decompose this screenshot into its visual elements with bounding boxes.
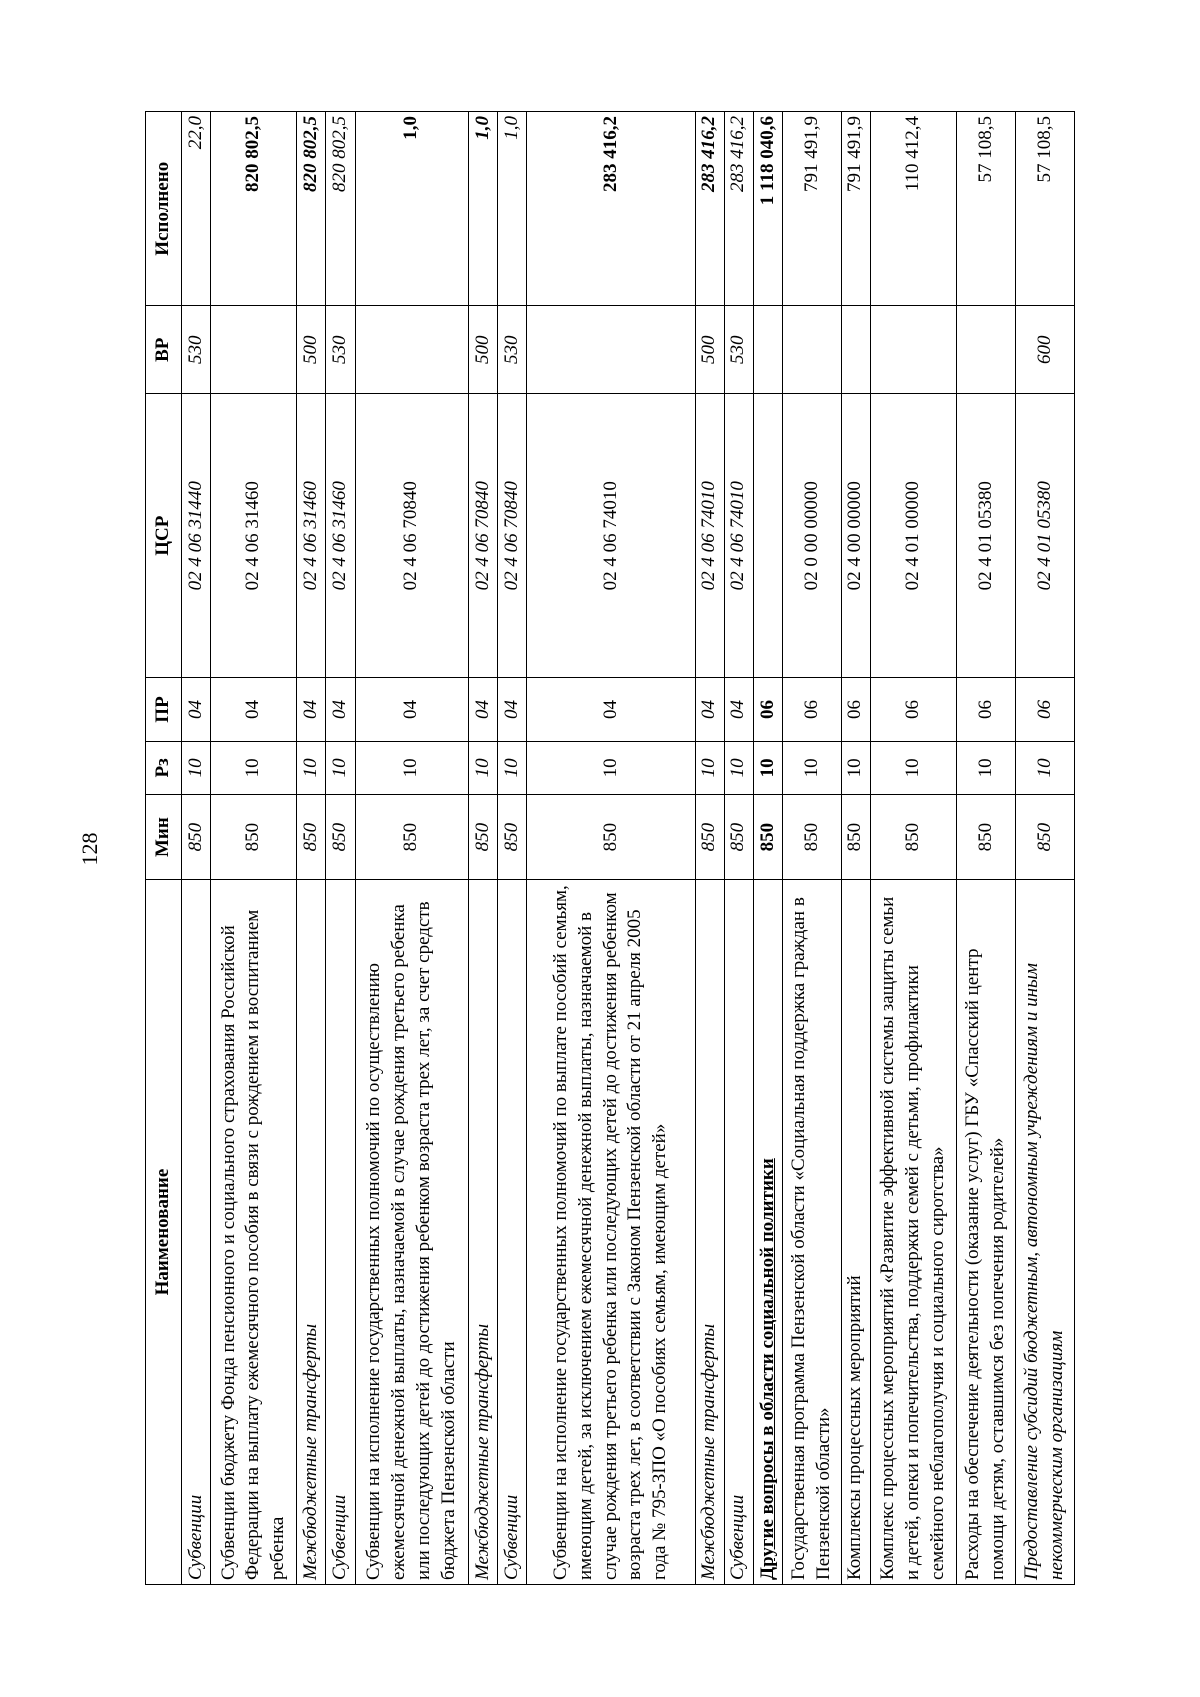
cell-name: Субвенции	[498, 880, 527, 1585]
cell-min: 850	[211, 795, 297, 880]
table-row	[326, 112, 355, 1585]
cell-pr: 06	[753, 678, 782, 741]
table-row	[841, 112, 870, 1585]
cell-rz: 10	[782, 741, 841, 794]
cell-vr	[211, 306, 297, 394]
cell-min: 850	[724, 795, 753, 880]
cell-rz: 10	[1015, 741, 1074, 794]
cell-done: 22,0	[182, 112, 211, 307]
cell-rz: 10	[326, 741, 355, 794]
cell-pr: 04	[527, 678, 695, 741]
cell-csr: 02 4 00 00000	[841, 394, 870, 678]
cell-min: 850	[355, 795, 469, 880]
cell-done: 791 491,9	[782, 112, 841, 307]
cell-csr: 02 4 06 70840	[498, 394, 527, 678]
cell-min: 850	[870, 795, 956, 880]
cell-done: 1,0	[498, 112, 527, 307]
table-row	[527, 112, 695, 1585]
cell-min: 850	[782, 795, 841, 880]
cell-rz: 10	[870, 741, 956, 794]
cell-rz: 10	[469, 741, 498, 794]
cell-csr: 02 4 06 31460	[297, 394, 326, 678]
table-row	[957, 112, 1016, 1585]
cell-rz: 10	[182, 741, 211, 794]
cell-pr: 04	[724, 678, 753, 741]
cell-name: Комплекс процессных мероприятий «Развитие эффективной системы защиты семьи и детей, опеки и попечительства, поддержки семей с детьми, профилактики семейного неблагополучия и социального сиротства»	[870, 880, 956, 1585]
cell-pr: 04	[326, 678, 355, 741]
header-vr: ВР	[146, 306, 182, 394]
cell-pr: 04	[498, 678, 527, 741]
table-row	[355, 112, 469, 1585]
table-row	[753, 112, 782, 1585]
cell-rz: 10	[957, 741, 1016, 794]
cell-vr: 530	[498, 306, 527, 394]
cell-done: 283 416,2	[527, 112, 695, 307]
cell-rz: 10	[297, 741, 326, 794]
cell-done: 791 491,9	[841, 112, 870, 307]
table-row	[695, 112, 724, 1585]
cell-vr: 600	[1015, 306, 1074, 394]
cell-done: 1,0	[469, 112, 498, 307]
cell-rz: 10	[841, 741, 870, 794]
cell-vr	[355, 306, 469, 394]
cell-name: Предоставление субсидий бюджетным, автономным учреждениям и иным некоммерческим организациям	[1015, 880, 1074, 1585]
cell-pr: 04	[211, 678, 297, 741]
cell-done: 110 412,4	[870, 112, 956, 307]
cell-min: 850	[498, 795, 527, 880]
cell-min: 850	[753, 795, 782, 880]
cell-vr: 500	[297, 306, 326, 394]
table-row	[182, 112, 211, 1585]
cell-vr: 530	[182, 306, 211, 394]
header-pr: ПР	[146, 678, 182, 741]
table-row	[211, 112, 297, 1585]
cell-done: 57 108,5	[1015, 112, 1074, 307]
cell-rz: 10	[355, 741, 469, 794]
cell-pr: 04	[182, 678, 211, 741]
cell-csr: 02 4 06 74010	[695, 394, 724, 678]
cell-min: 850	[1015, 795, 1074, 880]
cell-name: Субвенции на исполнение государственных полномочий по выплате пособий семьям, имеющим детей, за исключением ежемесячной денежной выплаты, назначаемой в случае рождения третьего ребенка или последующих детей до достижения ребенком возраста трех лет, в соответствии с Законом Пензенской области от 21 апреля 2005 года № 795-ЗПО «О пособиях семьям, имеющим детей»	[527, 880, 695, 1585]
cell-name: Субвенции	[326, 880, 355, 1585]
cell-name: Субвенции бюджету Фонда пенсионного и социального страхования Российской Федерации на выплату ежемесячного пособия в связи с рождением и воспитанием ребенка	[211, 880, 297, 1585]
cell-csr: 02 4 06 74010	[527, 394, 695, 678]
cell-min: 850	[182, 795, 211, 880]
cell-min: 850	[527, 795, 695, 880]
table-row	[724, 112, 753, 1585]
cell-rz: 10	[211, 741, 297, 794]
cell-name: Субвенции	[724, 880, 753, 1585]
page-number: 128	[77, 832, 102, 866]
header-min: Мин	[146, 795, 182, 880]
cell-done: 820 802,5	[297, 112, 326, 307]
table-row	[870, 112, 956, 1585]
cell-vr: 530	[724, 306, 753, 394]
cell-name: Государственная программа Пензенской области «Социальная поддержка граждан в Пензенской области»	[782, 880, 841, 1585]
cell-done: 1 118 040,6	[753, 112, 782, 307]
cell-csr	[753, 394, 782, 678]
cell-csr: 02 4 01 00000	[870, 394, 956, 678]
cell-name: Межбюджетные трансферты	[695, 880, 724, 1585]
cell-pr: 06	[870, 678, 956, 741]
cell-rz: 10	[527, 741, 695, 794]
cell-name: Другие вопросы в области социальной политики	[753, 880, 782, 1585]
cell-vr	[870, 306, 956, 394]
cell-csr: 02 4 06 70840	[355, 394, 469, 678]
cell-done: 283 416,2	[695, 112, 724, 307]
table-row	[498, 112, 527, 1585]
cell-min: 850	[841, 795, 870, 880]
cell-name: Комплексы процессных мероприятий	[841, 880, 870, 1585]
cell-min: 850	[695, 795, 724, 880]
cell-pr: 04	[297, 678, 326, 741]
cell-csr: 02 4 06 31460	[326, 394, 355, 678]
budget-table	[145, 111, 1075, 1585]
cell-csr: 02 4 06 31440	[182, 394, 211, 678]
cell-done: 283 416,2	[724, 112, 753, 307]
cell-pr: 06	[1015, 678, 1074, 741]
cell-min: 850	[469, 795, 498, 880]
cell-done: 820 802,5	[326, 112, 355, 307]
header-csr: ЦСР	[146, 394, 182, 678]
table-container	[145, 111, 1075, 1585]
cell-pr: 04	[469, 678, 498, 741]
cell-vr	[957, 306, 1016, 394]
cell-name: Субвенции на исполнение государственных полномочий по осуществлению ежемесячной денежной выплаты, назначаемой в случае рождения третьего ребенка или последующих детей до достижения ребенком возраста трех лет, за счет средств бюджета Пензенской области	[355, 880, 469, 1585]
table-row	[782, 112, 841, 1585]
header-done: Исполнено	[146, 112, 182, 307]
cell-done: 820 802,5	[211, 112, 297, 307]
cell-done: 1,0	[355, 112, 469, 307]
cell-csr: 02 4 06 70840	[469, 394, 498, 678]
cell-csr: 02 0 00 00000	[782, 394, 841, 678]
cell-pr: 04	[355, 678, 469, 741]
cell-pr: 06	[841, 678, 870, 741]
table-header-row	[146, 112, 182, 1585]
cell-csr: 02 4 06 74010	[724, 394, 753, 678]
cell-csr: 02 4 06 31460	[211, 394, 297, 678]
cell-name: Межбюджетные трансферты	[297, 880, 326, 1585]
cell-rz: 10	[724, 741, 753, 794]
cell-rz: 10	[498, 741, 527, 794]
cell-min: 850	[297, 795, 326, 880]
table-row	[469, 112, 498, 1585]
cell-csr: 02 4 01 05380	[1015, 394, 1074, 678]
cell-pr: 06	[957, 678, 1016, 741]
cell-min: 850	[326, 795, 355, 880]
cell-rz: 10	[695, 741, 724, 794]
header-rz: Рз	[146, 741, 182, 794]
cell-pr: 06	[782, 678, 841, 741]
cell-pr: 04	[695, 678, 724, 741]
cell-vr	[527, 306, 695, 394]
cell-done: 57 108,5	[957, 112, 1016, 307]
cell-vr	[841, 306, 870, 394]
cell-vr: 500	[469, 306, 498, 394]
table-row	[297, 112, 326, 1585]
cell-vr: 530	[326, 306, 355, 394]
cell-csr: 02 4 01 05380	[957, 394, 1016, 678]
cell-vr: 500	[695, 306, 724, 394]
cell-rz: 10	[753, 741, 782, 794]
cell-vr	[782, 306, 841, 394]
cell-vr	[753, 306, 782, 394]
cell-name: Субвенции	[182, 880, 211, 1585]
cell-name: Межбюджетные трансферты	[469, 880, 498, 1585]
cell-name: Расходы на обеспечение деятельности (оказание услуг) ГБУ «Спасский центр помощи детям, оставшимся без попечения родителей»	[957, 880, 1016, 1585]
cell-min: 850	[957, 795, 1016, 880]
header-name: Наименование	[146, 880, 182, 1585]
table-row	[1015, 112, 1074, 1585]
